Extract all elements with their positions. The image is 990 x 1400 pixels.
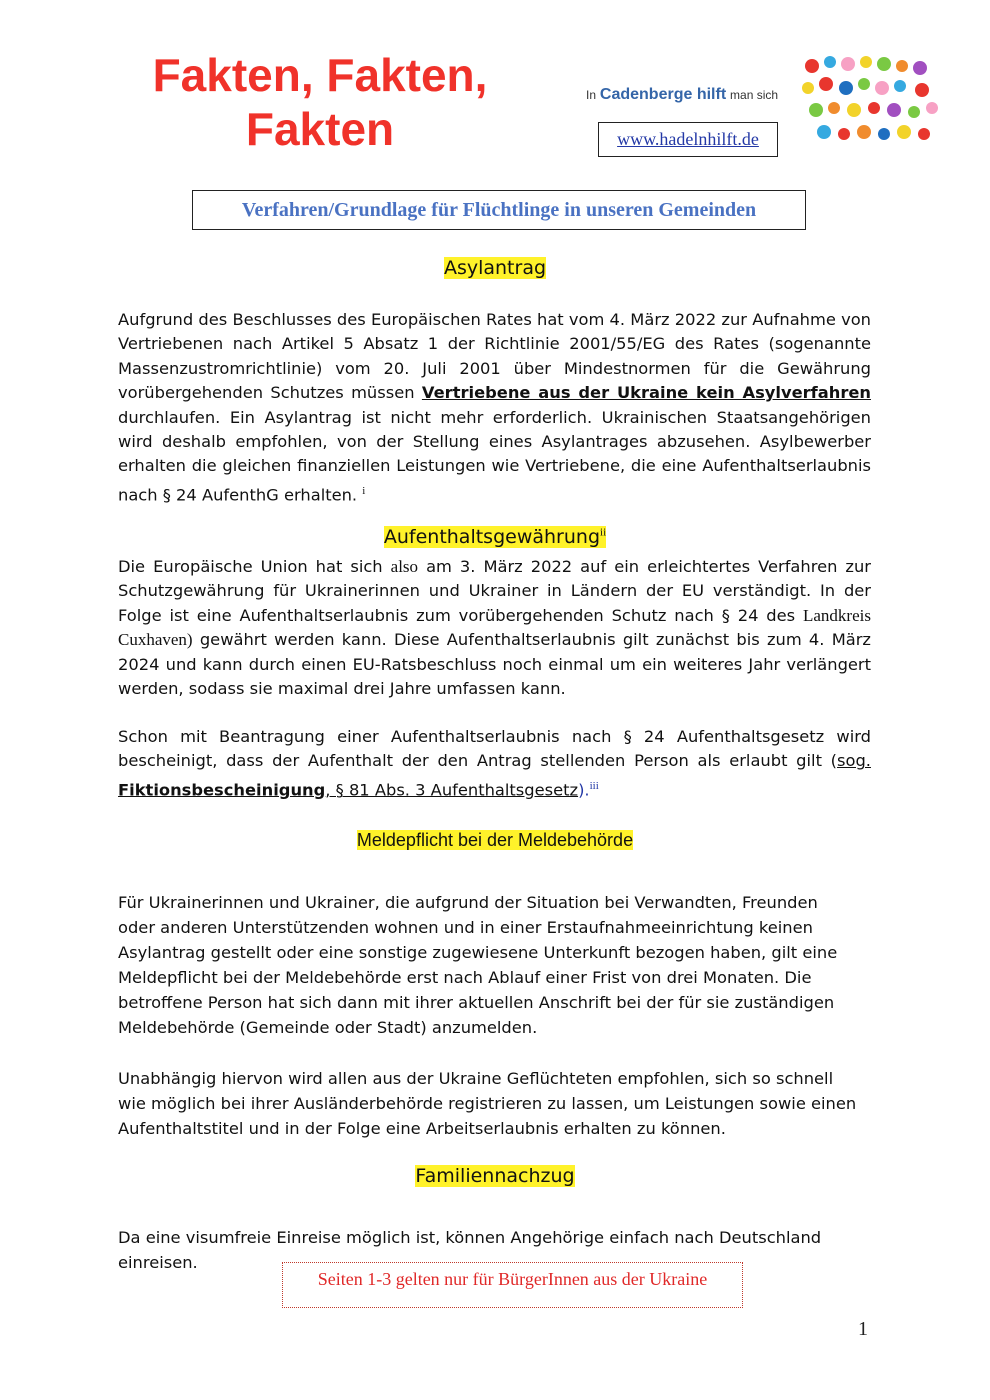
heading-meldepflicht (0, 830, 990, 851)
aufenthalt2-text-b: , § 81 Abs. 3 Aufenthaltsgesetz (325, 780, 579, 800)
page-number: 1 (858, 1318, 868, 1340)
heading-aufenthalt-text (384, 526, 606, 548)
heading-meldepflicht-text: Meldepflicht bei der Meldebehörde (356, 830, 634, 850)
tagline-brand: Cadenberge hilft (599, 86, 727, 103)
aufenthalt2-sog: sog. (837, 751, 871, 771)
footnote-ref-i[interactable]: i (362, 484, 366, 497)
footnote-ref-ii[interactable]: ii (600, 526, 607, 539)
tagline-suffix: man sich (730, 88, 779, 102)
aufenthalt-text-b: am 3. März 2022 auf ein erleichtertes Verfahren zur Schutzgewährung für Ukrainerinnen und Ukrainer in Ländern der EU verständigt. In der Folge ist eine Aufenthaltserlaubnis zum vorübergehenden Schutz nach § 24 des (118, 557, 871, 625)
page-title: Fakten, Fakten, Fakten (152, 49, 488, 155)
aufenthalt-also: also (390, 557, 419, 576)
heading-familiennachzug-text: Familiennachzug (415, 1165, 575, 1187)
colorful-hands-icon (800, 52, 940, 152)
footnote-ref-iii[interactable]: iii (589, 779, 599, 792)
paragraph-aufenthalt-2 (118, 725, 871, 803)
heading-aufenthalt (0, 526, 990, 548)
meldepflicht-text-1: Für Ukrainerinnen und Ukrainer, die aufgrund der Situation bei Verwandten, Freunden oder anderen Unterstützenden wohnen und in einer Erstaufnahmeeinrichtung keinen Asylantrag gestellt oder eine sonstige zugewiesene Unterkunft bezogen haben, gilt eine Meldepflicht bei der Meldebehörde erst nach Ablauf einer Frist von drei Monaten. Die betroffene Person hat sich dann mit ihrer aktuellen Anschrift bei der für sie zuständigen Meldebehörde (Gemeinde oder Stadt) anzumelden. (118, 893, 838, 1037)
heading-familiennachzug (0, 1165, 990, 1187)
asylantrag-text-a: Aufgrund des Beschlusses des Europäischen Rates hat vom 4. März 2022 zur Aufnahme von Vertriebenen nach Artikel 5 Absatz 1 der Richtlinie 2001/55/EG des Rates (sogenannte Massenzustromrichtlinie) vom 20. Juli 2001 über Mindestnormen für die Gewährung vorübergehenden Schutzes müssen (118, 310, 871, 403)
heading-asylantrag (0, 257, 990, 279)
paragraph-meldepflicht-1 (118, 890, 858, 1040)
aufenthalt2-text-a: Schon mit Beantragung einer Aufenthaltserlaubnis nach § 24 Aufenthaltsgesetz wird bescheinigt, dass der Aufenthalt der den Antrag stellenden Person als erlaubt gilt ( (118, 727, 871, 771)
tagline-prefix: In (586, 88, 597, 102)
notice-box (282, 1262, 743, 1308)
paragraph-meldepflicht-2 (118, 1066, 858, 1141)
aufenthalt-text-c: gewährt werden kann. Diese Aufenthaltserlaubnis gilt zunächst bis zum 4. März 2024 und kann durch einen EU-Ratsbeschluss noch einmal um ein weiteres Jahr verlängert werden, sodass sie maximal drei Jahre umfassen kann. (118, 630, 871, 699)
fiktionsbescheinigung-link[interactable]: Fiktionsbescheinigung (118, 780, 326, 800)
subtitle-box (192, 190, 806, 230)
heading-aufenthalt-label: Aufenthaltsgewährung (383, 526, 601, 548)
notice-text: Seiten 1-3 gelten nur für BürgerInnen aus der Ukraine (317, 1269, 708, 1289)
aufenthalt-landkreis: Landkreis Cuxhaven) (118, 605, 871, 650)
familiennachzug-text: Da eine visumfreie Einreise möglich ist, können Angehörige einfach nach Deutschland einreisen. (118, 1228, 822, 1272)
paragraph-aufenthalt-1 (118, 555, 871, 701)
asylantrag-bold: Vertriebene aus der Ukraine kein Asylverfahren (421, 383, 871, 403)
aufenthalt-text-a: Die Europäische Union hat sich (118, 557, 383, 576)
meldepflicht-text-2: Unabhängig hiervon wird allen aus der Ukraine Geflüchteten empfohlen, sich so schnell wie möglich bei ihrer Ausländerbehörde registrieren zu lassen, um Leistungen sowie einen Aufenthaltstitel und in der Folge eine Arbeitserlaubnis erhalten zu können. (118, 1069, 857, 1138)
asylantrag-text-b: durchlaufen. Ein Asylantrag ist nicht mehr erforderlich. Ukrainischen Staatsangehörigen wird deshalb empfohlen, von der Stellung eines Asylantrages abzusehen. Asylbewerber erhalten die gleichen finanziellen Leistungen wie Vertriebene, die eine Aufenthaltserlaubnis nach § 24 AufenthG erhalten. (118, 407, 871, 505)
website-link[interactable]: www.hadelnhilft.de (617, 129, 759, 149)
subtitle: Verfahren/Grundlage für Flüchtlinge in unseren Gemeinden (241, 198, 757, 221)
aufenthalt2-text-c: ). (578, 780, 590, 800)
website-box[interactable] (598, 122, 778, 157)
tagline (586, 86, 778, 104)
paragraph-asylantrag (118, 308, 871, 508)
heading-asylantrag-text: Asylantrag (443, 257, 547, 279)
